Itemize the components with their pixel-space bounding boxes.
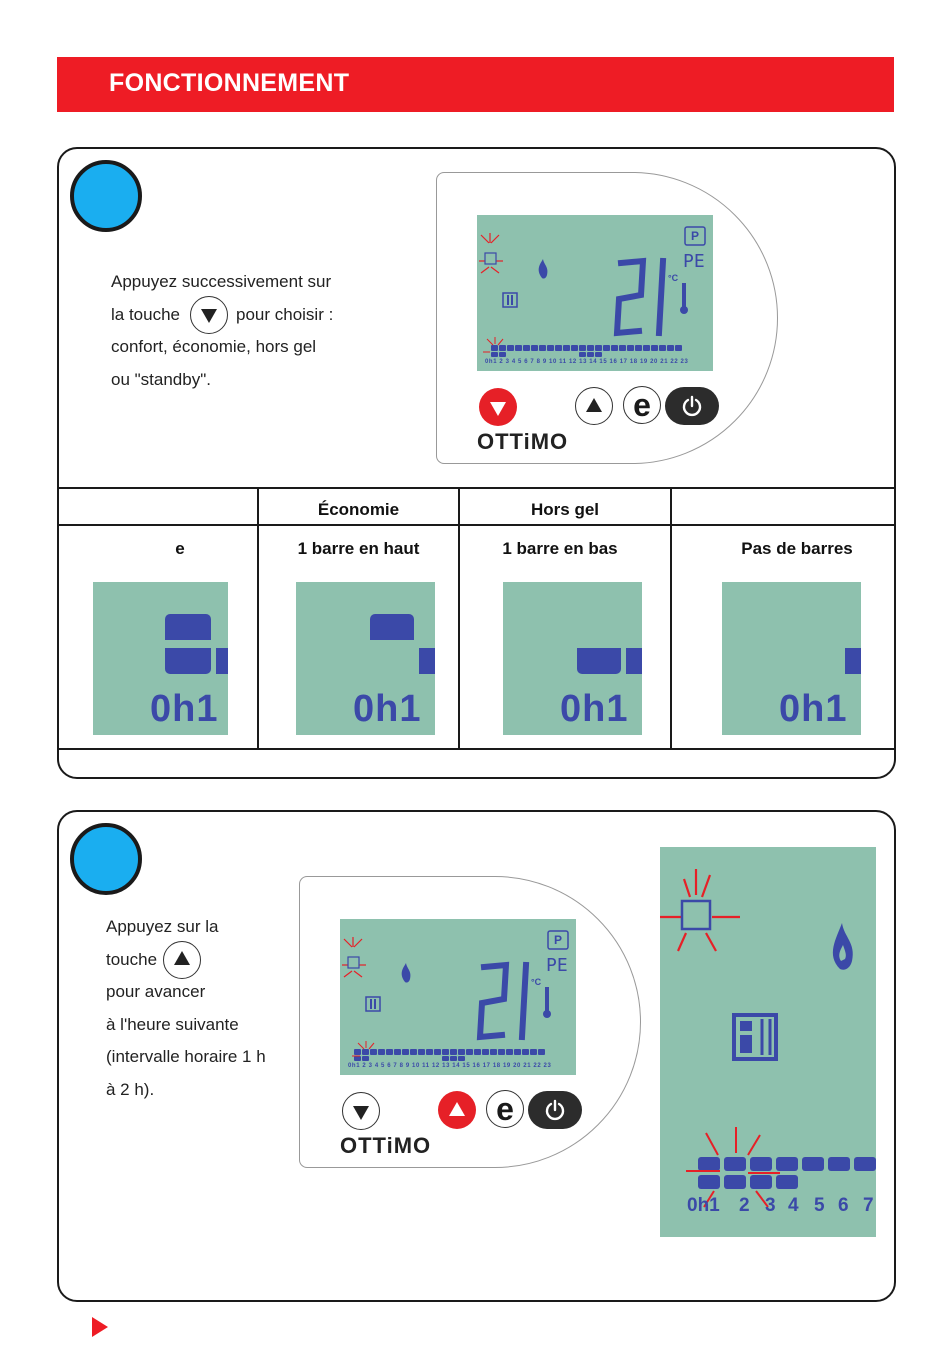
zoomed-lcd — [660, 847, 876, 1237]
up-button[interactable] — [575, 387, 613, 425]
table-header-economy: Économie — [317, 500, 400, 519]
desc-comfort: e — [175, 539, 185, 558]
desc-frost: 1 barre en bas — [502, 539, 618, 558]
up-button-icon — [163, 941, 201, 979]
thermostat-lcd-2 — [340, 919, 576, 1075]
step-2-badge — [70, 823, 142, 895]
step-2-line-4: à l'heure suivante — [106, 1014, 239, 1034]
down-button[interactable] — [342, 1092, 380, 1130]
temperature-unit: °C — [668, 273, 679, 283]
mini-hour-label: 0h1 — [150, 688, 219, 730]
zoom-hour-4: 4 — [788, 1195, 799, 1216]
down-arrow-icon — [490, 402, 506, 416]
table-bottom-rule — [57, 748, 894, 750]
step-2-instructions — [106, 911, 266, 1106]
mini-display-frost — [503, 582, 642, 735]
mini-hour-label: 0h1 — [560, 688, 629, 730]
section-header — [57, 57, 894, 112]
section-title: FONCTIONNEMENT — [109, 69, 350, 97]
eco-button[interactable]: e — [486, 1090, 524, 1128]
down-button-icon — [190, 296, 228, 334]
mini-display-economy — [296, 582, 435, 735]
brand-logo: OTTiMO — [340, 1133, 432, 1158]
desc-standby: Pas de barres — [741, 539, 853, 558]
zoom-hour-3: 3 — [765, 1195, 776, 1216]
power-icon — [543, 1098, 567, 1122]
step-1-line-3: pour choisir : — [236, 304, 334, 324]
mini-display-standby — [722, 582, 861, 735]
step-1-line-4: confort, économie, hors gel — [111, 337, 317, 356]
down-button[interactable] — [479, 388, 517, 426]
up-button[interactable] — [438, 1091, 476, 1129]
table-top-rule — [57, 487, 894, 489]
table-col-divider-2 — [458, 487, 460, 750]
step-1-line-2: la touche — [111, 304, 180, 324]
hour-labels: 0h1 2 3 4 5 6 7 8 9 10 11 12 13 14 15 16 17 18 19 20 21 22 23 — [485, 359, 689, 365]
zoom-hour-2: 2 — [739, 1195, 750, 1216]
zoom-hour-5: 5 — [814, 1195, 825, 1216]
table-col-divider-3 — [670, 487, 672, 750]
down-arrow-icon — [353, 1106, 369, 1120]
thermostat-lcd-1 — [477, 215, 713, 371]
step-2-line-2: touche — [106, 949, 158, 969]
mini-display-comfort — [93, 582, 228, 735]
mini-hour-label: 0h1 — [779, 688, 848, 730]
mini-hour-label: 0h1 — [353, 688, 422, 730]
table-header-rule — [57, 524, 894, 526]
up-arrow-icon — [449, 1102, 465, 1116]
thermostat-device-2 — [299, 876, 641, 1168]
zoom-hour-6: 6 — [838, 1195, 849, 1216]
eco-button[interactable]: e — [623, 386, 661, 424]
desc-economy: 1 barre en haut — [297, 539, 420, 558]
step-2-line-1: Appuyez sur la — [106, 917, 219, 936]
power-icon — [680, 394, 704, 418]
temperature-unit: °C — [531, 977, 542, 987]
brand-logo: OTTiMO — [477, 429, 569, 454]
thermostat-device-1 — [436, 172, 778, 464]
step-1-line-5: ou "standby". — [111, 369, 211, 389]
step-1-line-1: Appuyez successivement sur — [111, 272, 332, 291]
table-header-frost: Hors gel — [530, 500, 600, 519]
step-2-line-6: à 2 h). — [106, 1079, 155, 1099]
program-badge: P — [553, 933, 562, 947]
power-button[interactable] — [528, 1091, 582, 1129]
mode-code: PE — [683, 251, 705, 272]
step-2-line-5: (intervalle horaire 1 h — [106, 1047, 266, 1066]
step-1-badge — [70, 160, 142, 232]
table-col-divider-1 — [257, 487, 259, 750]
program-badge: P — [690, 229, 699, 243]
next-page-arrow-icon — [92, 1317, 108, 1337]
mode-code: PE — [546, 955, 568, 976]
zoom-hour-7: 7 — [863, 1195, 874, 1216]
up-arrow-icon — [586, 398, 602, 412]
zoom-hour-0: 0h1 — [687, 1195, 720, 1216]
power-button[interactable] — [665, 387, 719, 425]
step-2-line-3: pour avancer — [106, 982, 206, 1001]
hour-labels: 0h1 2 3 4 5 6 7 8 9 10 11 12 13 14 15 16 17 18 19 20 21 22 23 — [348, 1063, 552, 1069]
step-1-instructions — [111, 266, 333, 396]
